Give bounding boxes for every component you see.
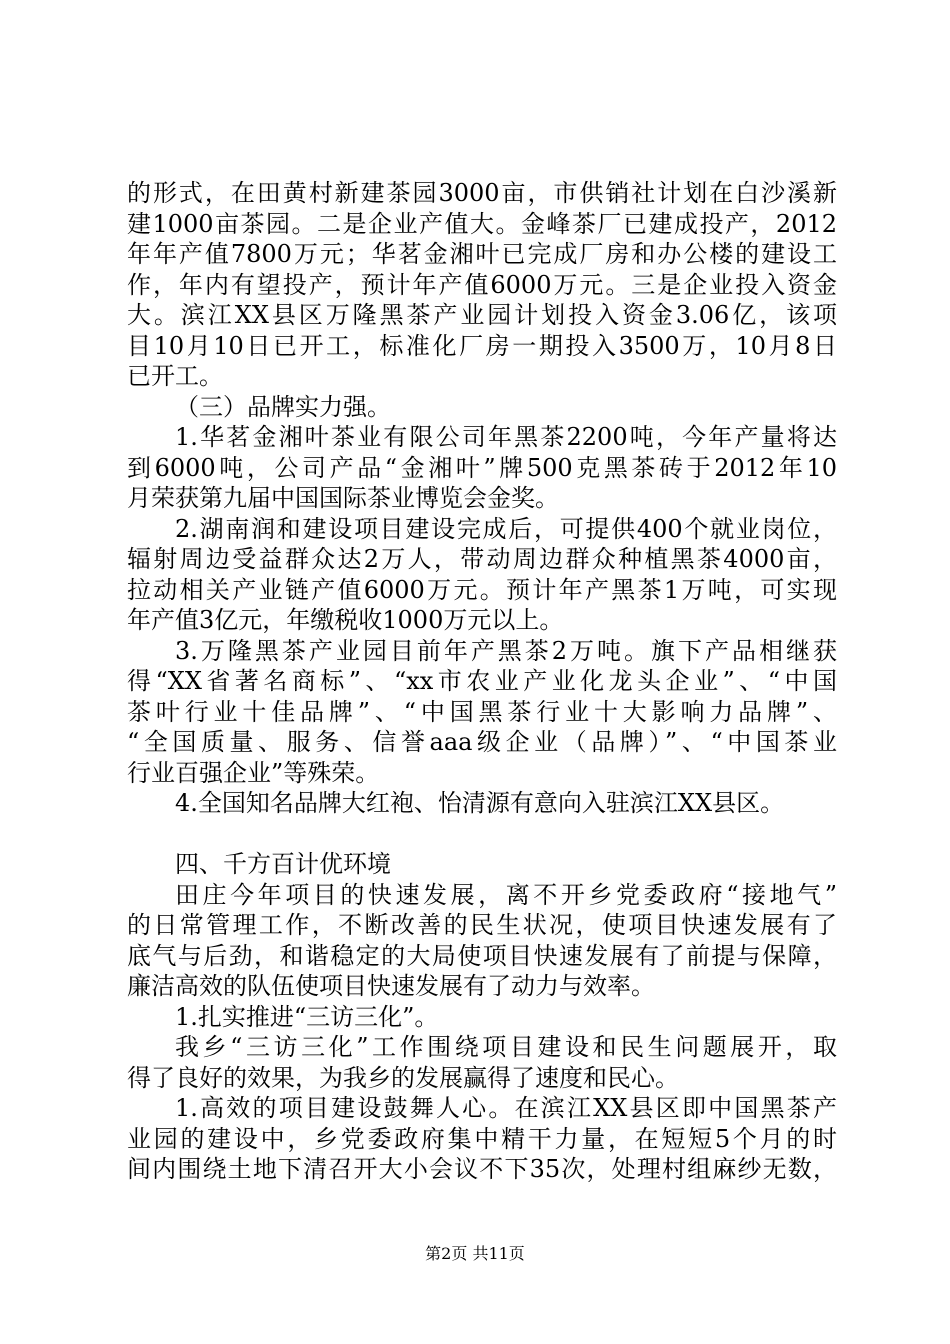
text-line: 年年产值7800万元；华茗金湘叶已完成厂房和办公楼的建设工 <box>127 240 837 268</box>
text-line: 目10月10日已开工，标准化厂房一期投入3500万，10月8日 <box>127 331 837 360</box>
text-line: 廉洁高效的队伍使项目快速发展有了动力与效率。 <box>127 972 655 1000</box>
text-line: 底气与后劲，和谐稳定的大局使项目快速发展有了前提与保障， <box>127 941 837 970</box>
text-line: 的形式，在田黄村新建茶园3000亩，市供销社计划在白沙溪新 <box>127 179 837 207</box>
text-line: 辐射周边受益群众达2万人，带动周边群众种植黑茶4000亩， <box>127 545 837 573</box>
list-item-2 <box>127 514 837 636</box>
page-number-label: 第2页 共11页 <box>425 1244 525 1263</box>
paragraph-three-visits <box>127 1032 837 1093</box>
text-line: 4.全国知名品牌大红袍、怡清源有意向入驻滨江XX县区。 <box>175 789 785 817</box>
heading-line: 1.扎实推进“三访三化”。 <box>175 1002 439 1031</box>
subheading-three-visits <box>127 1002 837 1033</box>
text-line: 3.万隆黑茶产业园目前年产黑茶2万吨。旗下产品相继获 <box>175 636 837 665</box>
text-line: “全国质量、服务、信誉aaa级企业（品牌）”、“中国茶业 <box>127 728 837 756</box>
list-item-1 <box>127 422 837 514</box>
paragraph-enterprise-investment <box>127 178 837 392</box>
text-line: 得了良好的效果，为我乡的发展赢得了速度和民心。 <box>127 1063 679 1092</box>
text-line: 1.高效的项目建设鼓舞人心。在滨江XX县区即中国黑茶产 <box>175 1094 837 1122</box>
text-line: 得“XX省著名商标”、“xx市农业产业化龙头企业”、“中国 <box>127 667 837 695</box>
text-line: 田庄今年项目的快速发展，离不开乡党委政府“接地气” <box>175 880 837 909</box>
paragraph-environment-intro <box>127 880 837 1002</box>
text-line: 到6000吨，公司产品“金湘叶”牌500克黑茶砖于2012年10 <box>127 453 837 482</box>
text-line: 年产值3亿元，年缴税收1000万元以上。 <box>127 606 564 634</box>
text-line: 我乡“三访三化”工作围绕项目建设和民生问题展开，取 <box>175 1033 837 1061</box>
text-line: 的日常管理工作，不断改善的民生状况，使项目快速发展有了 <box>127 911 837 939</box>
section-heading-environment <box>127 849 837 880</box>
text-line: 大。滨江XX县区万隆黑茶产业园计划投入资金3.06亿，该项 <box>127 301 837 329</box>
text-line: 业园的建设中，乡党委政府集中精干力量，在短短5个月的时 <box>127 1124 837 1153</box>
text-line: 作，年内有望投产，预计年产值6000万元。三是企业投入资金 <box>127 270 837 299</box>
text-line: 建1000亩茶园。二是企业产值大。金峰茶厂已建成投产，2012 <box>127 209 837 238</box>
text-line: 行业百强企业”等殊荣。 <box>127 758 380 787</box>
text-line: 2.湖南润和建设项目建设完成后，可提供400个就业岗位， <box>175 514 837 543</box>
list-item-4 <box>127 788 837 819</box>
text-line: 间内围绕土地下清召开大小会议不下35次，处理村组麻纱无数， <box>127 1155 837 1183</box>
paragraph-project-construction <box>127 1093 837 1185</box>
heading-line: （三）品牌实力强。 <box>175 392 391 421</box>
heading-line: 四、千方百计优环境 <box>175 850 391 878</box>
subheading-brand-strength <box>127 392 837 423</box>
list-item-3 <box>127 636 837 789</box>
document-body <box>127 178 837 1185</box>
text-line: 茶叶行业十佳品牌”、“中国黑茶行业十大影响力品牌”、 <box>127 697 837 726</box>
text-line: 拉动相关产业链产值6000万元。预计年产黑茶1万吨，可实现 <box>127 575 837 604</box>
page-footer <box>0 1243 950 1265</box>
text-line: 1.华茗金湘叶茶业有限公司年黑茶2200吨，今年产量将达 <box>175 423 837 451</box>
text-line: 已开工。 <box>127 362 223 390</box>
text-line: 月荣获第九届中国国际茶业博览会金奖。 <box>127 484 559 512</box>
